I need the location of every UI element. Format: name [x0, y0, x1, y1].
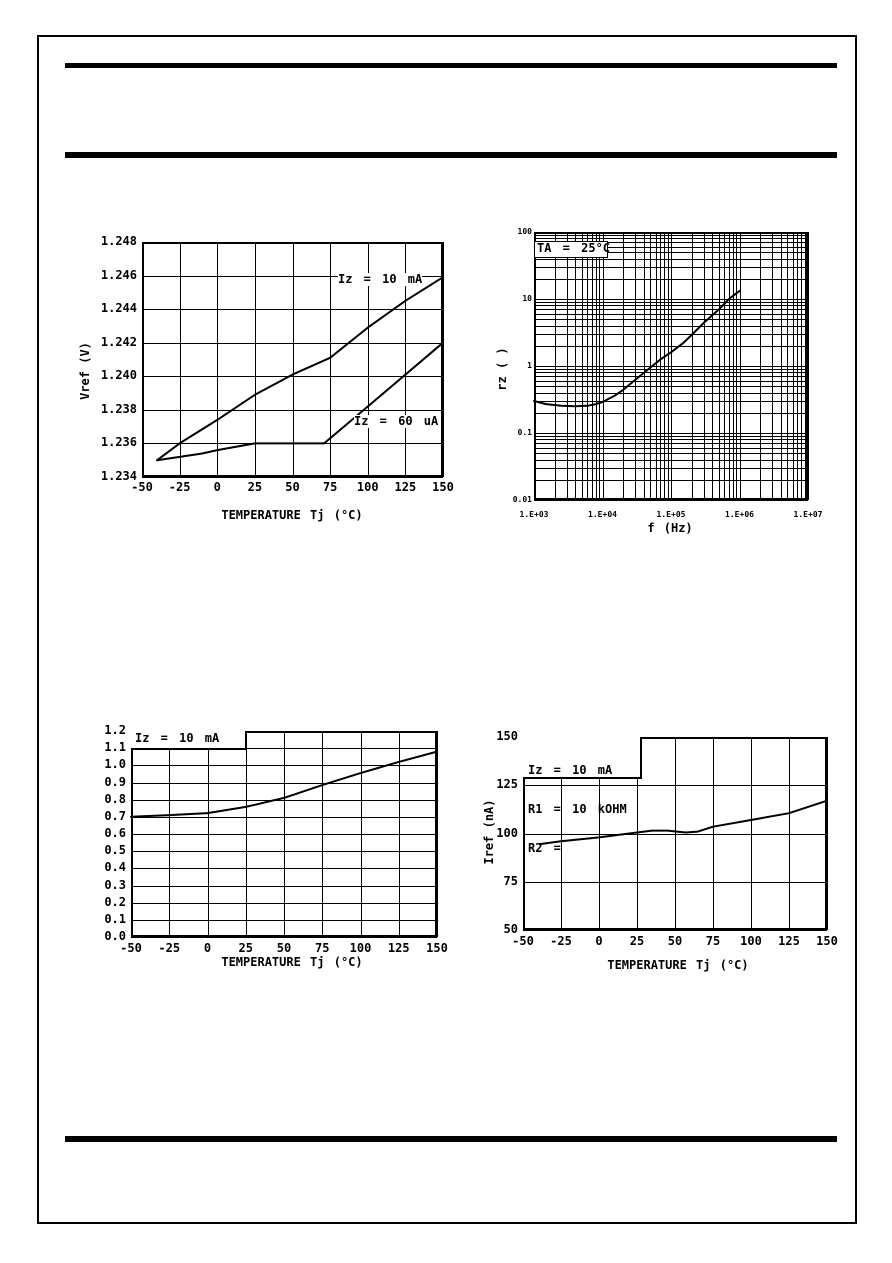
x-tick-label: -50 [131, 480, 153, 494]
y-tick-label: 0.01 [512, 495, 532, 504]
y-axis-label: Iref (nA) [482, 799, 496, 865]
plot-area [131, 731, 437, 937]
x-tick-label: 1.E+07 [793, 510, 823, 519]
y-tick-label: 10 [522, 294, 532, 303]
x-tick-label: 50 [276, 941, 292, 955]
x-tick-label: 125 [387, 941, 410, 955]
x-tick-label: 25 [238, 941, 253, 955]
x-tick-label: 25 [247, 480, 263, 494]
y-tick-label: 1.238 [100, 401, 137, 416]
y-tick-label: 1.234 [100, 469, 137, 483]
y-tick-label: 0.1 [517, 428, 532, 437]
chart-bottom-left-vs-temperature [104, 723, 448, 969]
y-tick-label: 125 [496, 777, 518, 792]
y-tick-label: 1.2 [104, 723, 126, 737]
chart-top-left-vref-vs-temperature [78, 234, 454, 522]
y-tick-label: 75 [503, 873, 518, 888]
annotation-iz-10ma: Iz = 10 mA [338, 272, 423, 286]
y-tick-label: 0.4 [104, 860, 126, 875]
series-rz [534, 291, 740, 406]
x-tick-label: -25 [158, 941, 181, 955]
header-rule-top [65, 63, 837, 68]
x-tick-label: 100 [349, 941, 372, 955]
series-iz-60-ua [157, 343, 443, 461]
page-border [37, 35, 857, 1224]
x-tick-label: 50 [285, 480, 300, 494]
x-tick-label: -25 [550, 934, 572, 948]
y-tick-label: 100 [517, 227, 532, 236]
y-tick-label: 1.244 [100, 301, 137, 316]
plot-area [534, 232, 808, 500]
annotation-iz-10ma: Iz = 10 mA [131, 731, 247, 750]
y-tick-label: 1.248 [100, 234, 137, 248]
x-tick-label: 75 [322, 480, 338, 494]
annotation-ta-25c: TA = 25°C [534, 241, 608, 258]
y-tick-label: 0.5 [104, 843, 126, 858]
x-tick-label: 150 [426, 941, 448, 955]
x-tick-label: 150 [816, 934, 838, 948]
x-tick-label: 0 [595, 934, 603, 948]
annotation-line-r2: R2 = [528, 841, 561, 855]
x-tick-label: 150 [432, 480, 454, 494]
header-rule-bottom [65, 152, 837, 158]
annotation-iz-60ua: Iz = 60 uA [354, 414, 439, 428]
x-tick-label: 1.E+04 [588, 510, 617, 519]
y-tick-label: 50 [503, 922, 518, 936]
y-tick-label: 0.0 [104, 929, 126, 943]
footer-rule [65, 1136, 837, 1142]
chart-top-right-rz-vs-frequency [495, 227, 823, 535]
x-tick-label: -25 [168, 480, 191, 494]
annotation-line-iz: Iz = 10 mA [528, 763, 613, 777]
y-tick-label: 0.1 [104, 911, 126, 926]
x-tick-label: 50 [667, 934, 683, 948]
chart-bottom-right-iref-vs-temperature [482, 729, 838, 972]
series-iz-10-ma [157, 277, 443, 460]
y-tick-label: 0.2 [104, 894, 126, 909]
x-tick-label: 1.E+06 [725, 510, 754, 519]
plot-svg [534, 232, 808, 500]
y-axis-label: rz ( ) [495, 347, 509, 391]
x-tick-label: 125 [778, 934, 800, 948]
y-tick-label: 1.1 [104, 740, 126, 755]
y-tick-label: 1.242 [100, 334, 137, 349]
y-tick-label: 1 [527, 361, 532, 370]
y-tick-label: 0.9 [104, 774, 126, 789]
x-tick-label: -50 [512, 934, 534, 948]
x-tick-label: 0 [213, 480, 221, 494]
y-tick-label: 1.236 [100, 435, 137, 450]
annotation-line-r1: R1 = 10 kOHM [528, 802, 627, 816]
x-tick-label: 0 [203, 941, 212, 955]
x-axis-label: TEMPERATURE Tj (°C) [607, 958, 749, 972]
y-tick-label: 0.6 [104, 826, 126, 840]
x-tick-label: 125 [394, 480, 417, 494]
y-axis-label: Vref (V) [78, 342, 92, 400]
x-tick-label: 75 [315, 941, 330, 955]
x-tick-label: 25 [629, 934, 645, 948]
y-tick-label: 1.240 [100, 368, 137, 383]
x-tick-label: 1.E+05 [656, 510, 686, 519]
y-tick-label: 100 [496, 825, 518, 840]
y-tick-label: 150 [496, 729, 518, 743]
x-tick-label: 100 [356, 480, 379, 494]
plot-svg [131, 731, 437, 937]
y-tick-label: 0.7 [104, 808, 126, 823]
x-axis-label: f (Hz) [647, 521, 693, 535]
y-tick-label: 1.0 [104, 757, 126, 772]
x-axis-label: TEMPERATURE Tj (°C) [221, 508, 363, 522]
x-axis-label: TEMPERATURE Tj (°C) [221, 955, 363, 969]
y-tick-label: 0.8 [104, 791, 126, 806]
annotation-conditions [523, 737, 642, 855]
x-tick-label: 1.E+03 [519, 510, 549, 519]
x-tick-label: 75 [705, 934, 721, 948]
y-tick-label: 0.3 [104, 877, 126, 892]
x-tick-label: 100 [740, 934, 762, 948]
x-tick-label: -50 [120, 941, 142, 955]
y-tick-label: 1.246 [100, 267, 137, 282]
